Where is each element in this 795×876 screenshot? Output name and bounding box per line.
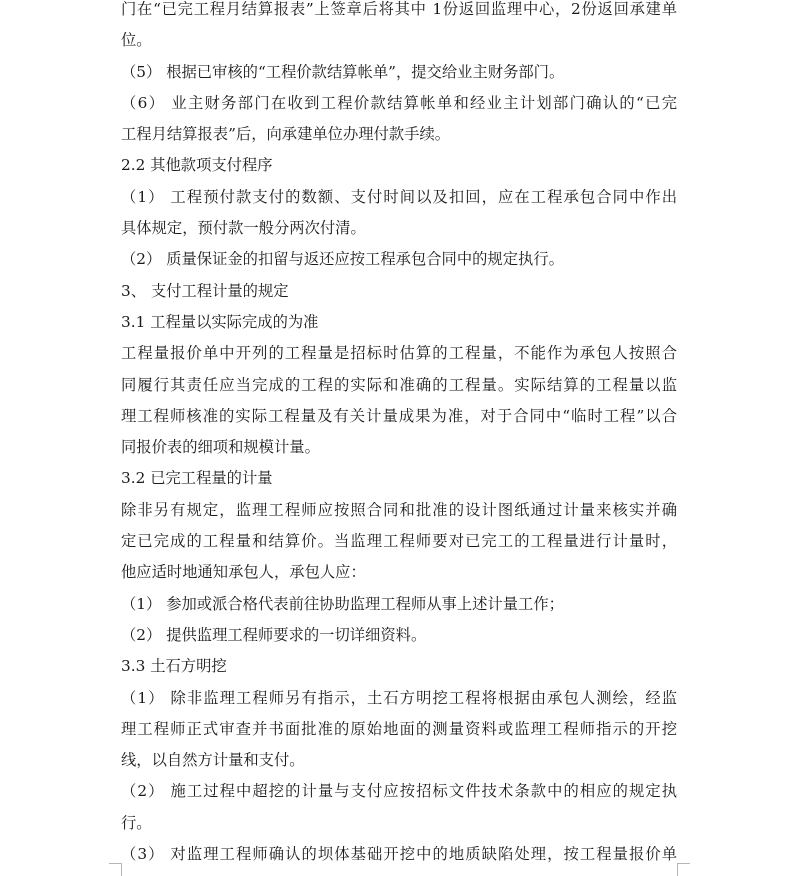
text-line: 线，以自然方计量和支付。 — [121, 751, 305, 770]
text-line: 门在“已完工程月结算报表”上签章后将其中 1份返回监理中心，2份返回承建单 — [121, 0, 677, 18]
text-line: 同履行其责任应当完成的工程的实际和准确的工程量。实际结算的工程量以监 — [121, 375, 677, 394]
text-line: 他应适时地通知承包人，承包人应： — [121, 563, 366, 582]
text-line: 3.1 工程量以实际完成的为准 — [121, 312, 319, 331]
text-line: 理工程师正式审查并书面批准的原始地面的测量资料或监理工程师指示的开挖 — [121, 719, 677, 738]
text-line: 工程月结算报表”后，向承建单位办理付款手续。 — [121, 125, 451, 144]
text-line: （3） 对监理工程师确认的坝体基础开挖中的地质缺陷处理，按工程量报价单 — [121, 845, 677, 864]
text-line: （2） 质量保证金的扣留与返还应按工程承包合同中的规定执行。 — [121, 250, 564, 269]
text-line: 3、 支付工程计量的规定 — [121, 281, 289, 300]
text-line: 具体规定，预付款一般分两次付清。 — [121, 219, 366, 238]
text-line: （6） 业主财务部门在收到工程价款结算帐单和经业主计划部门确认的“已完 — [121, 93, 677, 112]
text-line: （1） 参加或派合格代表前往协助监理工程师从事上述计量工作； — [121, 594, 564, 613]
text-line: 2.2 其他款项支付程序 — [121, 156, 273, 175]
page-corner-mark-left — [109, 863, 122, 876]
text-line: 3.3 土石方明挖 — [121, 657, 227, 676]
text-line: （1） 工程预付款支付的数额、支付时间以及扣回，应在工程承包合同中作出 — [121, 187, 677, 206]
text-line: 除非另有规定，监理工程师应按照合同和批准的设计图纸通过计量来核实并确 — [121, 500, 677, 519]
text-line: 理工程师核准的实际工程量及有关计量成果为准，对于合同中“临时工程”以合 — [121, 406, 677, 425]
text-line: 行。 — [121, 813, 152, 832]
text-line: 位。 — [121, 31, 152, 50]
text-line: （2） 提供监理工程师要求的一切详细资料。 — [121, 625, 427, 644]
text-line: 同报价表的细项和规模计量。 — [121, 438, 320, 457]
page-corner-mark-right — [677, 863, 690, 876]
text-line: （1） 除非监理工程师另有指示，土石方明挖工程将根据由承包人测绘，经监 — [121, 688, 677, 707]
text-line: 3.2 已完工程量的计量 — [121, 469, 273, 488]
text-line: 定已完成的工程量和结算价。当监理工程师要对已完工的工程量进行计量时， — [121, 532, 677, 551]
document-body — [121, 0, 677, 870]
text-line: 工程量报价单中开列的工程量是招标时估算的工程量，不能作为承包人按照合 — [121, 344, 677, 363]
text-line: （5） 根据已审核的“工程价款结算帐单”，提交给业主财务部门。 — [121, 62, 565, 81]
text-line: （2） 施工过程中超挖的计量与支付应按招标文件技术条款中的相应的规定执 — [121, 782, 677, 801]
